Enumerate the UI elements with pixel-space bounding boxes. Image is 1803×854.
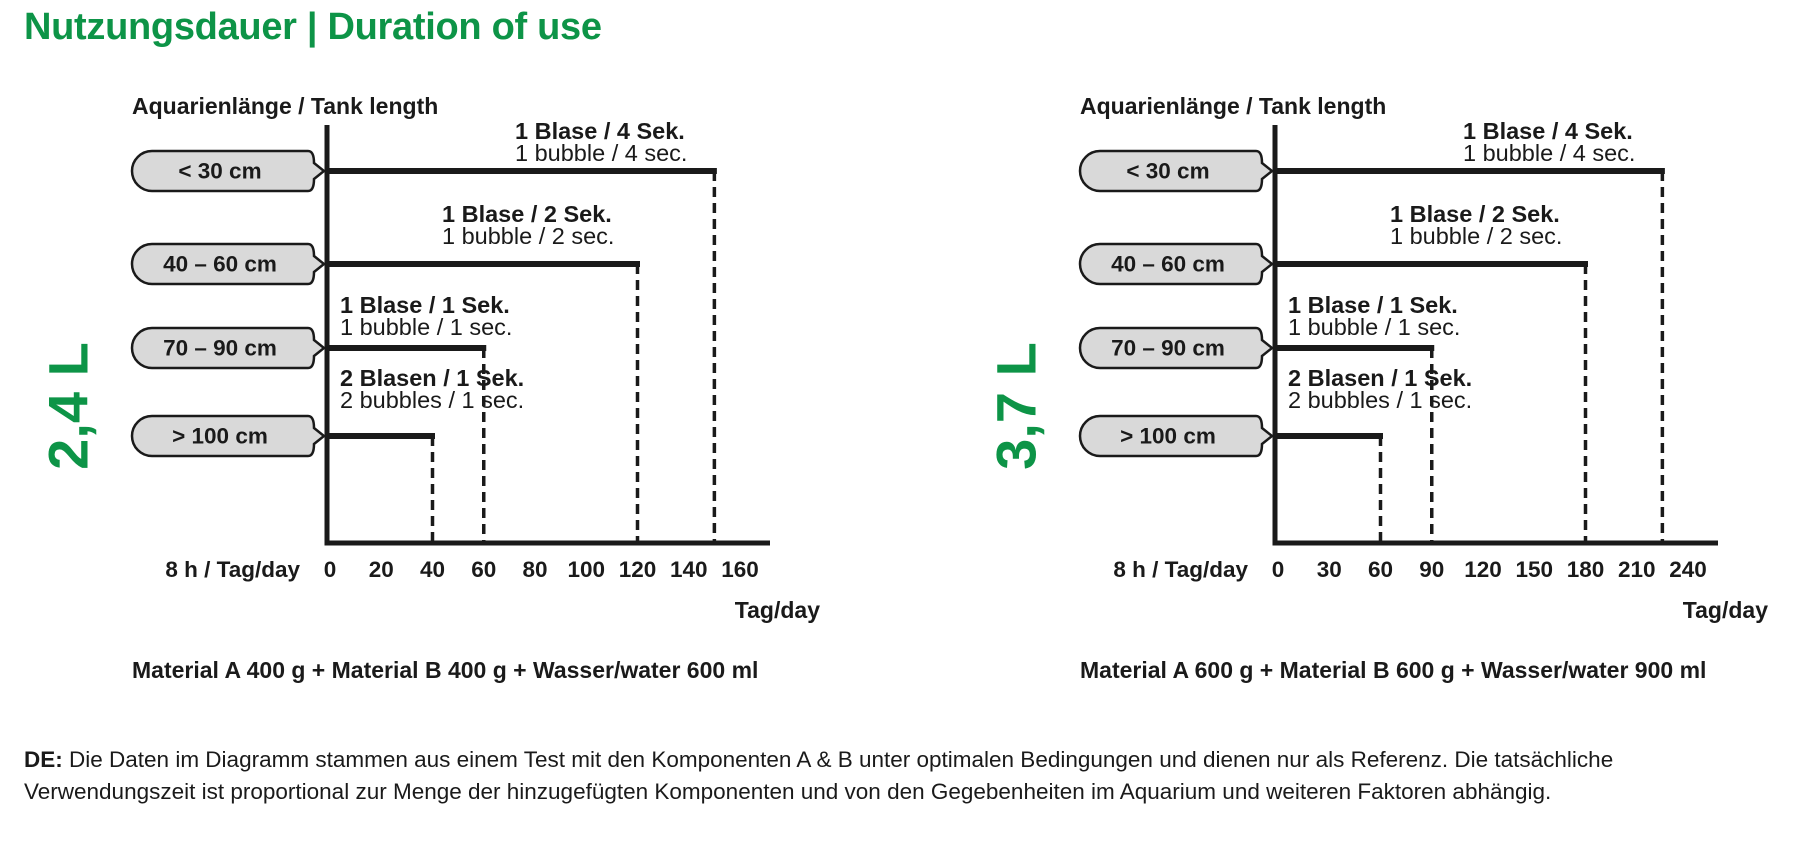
y-axis-title: Aquarienlänge / Tank length xyxy=(132,93,439,119)
x-axis-prefix: 8 h / Tag/day xyxy=(165,557,300,582)
bar-label-de: 1 Blase / 4 Sek. xyxy=(515,118,685,144)
material-caption: Material A 600 g + Material B 600 g + Wasser/water 900 ml xyxy=(1080,657,1707,683)
bar-label-de: 1 Blase / 4 Sek. xyxy=(1463,118,1633,144)
x-tick-label: 100 xyxy=(567,557,606,582)
footnote xyxy=(24,744,1764,808)
x-tick-label: 40 xyxy=(419,557,446,582)
x-tick-label: 0 xyxy=(1271,557,1285,582)
bar-label-en: 1 bubble / 2 sec. xyxy=(1390,223,1563,249)
x-tick-label: 210 xyxy=(1617,557,1656,582)
y-axis-title: Aquarienlänge / Tank length xyxy=(1080,93,1387,119)
x-tick-label: 0 xyxy=(323,557,337,582)
category-label: 70 – 90 cm xyxy=(163,335,277,361)
category-label: > 100 cm xyxy=(172,423,268,449)
bar-label-en: 1 bubble / 2 sec. xyxy=(442,223,615,249)
volume-label: 3,7 L xyxy=(984,342,1048,470)
bar-label-de: 1 Blase / 2 Sek. xyxy=(1390,201,1560,227)
bar-label-en: 1 bubble / 4 sec. xyxy=(1463,140,1636,166)
x-tick-label: 20 xyxy=(368,557,394,582)
x-tick-label: 120 xyxy=(618,557,657,582)
bar-label-en: 2 bubbles / 1 sec. xyxy=(1288,387,1473,413)
x-tick-label: 90 xyxy=(1419,557,1445,582)
bar-label-de: 2 Blasen / 1 Sek. xyxy=(1288,365,1473,391)
bar-label-de: 1 Blase / 1 Sek. xyxy=(1288,292,1458,318)
category-label: < 30 cm xyxy=(178,158,262,184)
page-title: Nutzungsdauer | Duration of use xyxy=(24,6,602,48)
category-label: 40 – 60 cm xyxy=(1111,251,1225,277)
bar-label-de: 1 Blase / 2 Sek. xyxy=(442,201,612,227)
bar-label-de: 2 Blasen / 1 Sek. xyxy=(340,365,525,391)
x-tick-label: 150 xyxy=(1515,557,1554,582)
chart-2-4-liter xyxy=(0,0,900,720)
x-axis-title: Tag/day xyxy=(734,597,820,623)
footnote-text: Die Daten im Diagramm stammen aus einem Test mit den Komponenten A & B unter optimalen Bedingungen und dienen nur als Referenz. Die tatsächliche Verwendungszeit ist proportional zur Menge der hinzugefügten Komponenten und von den Gegebenheiten im Aquarium und weiteren Faktoren abhängig. xyxy=(24,747,1614,804)
x-tick-label: 60 xyxy=(471,557,497,582)
x-tick-label: 240 xyxy=(1669,557,1707,582)
bar-label-en: 2 bubbles / 1 sec. xyxy=(340,387,525,413)
x-tick-label: 60 xyxy=(1367,557,1394,582)
x-axis-prefix: 8 h / Tag/day xyxy=(1113,557,1248,582)
bar-label-en: 1 bubble / 1 sec. xyxy=(1288,314,1461,340)
bar-label-de: 1 Blase / 1 Sek. xyxy=(340,292,510,318)
x-axis-title: Tag/day xyxy=(1682,597,1768,623)
footnote-language-tag: DE: xyxy=(24,747,63,772)
material-caption: Material A 400 g + Material B 400 g + Wasser/water 600 ml xyxy=(132,657,759,683)
x-tick-label: 140 xyxy=(669,557,708,582)
x-tick-label: 180 xyxy=(1566,557,1605,582)
bar-label-en: 1 bubble / 4 sec. xyxy=(515,140,688,166)
category-label: 40 – 60 cm xyxy=(163,251,277,277)
x-tick-label: 30 xyxy=(1316,557,1342,582)
x-tick-label: 160 xyxy=(721,557,759,582)
chart-3-7-liter xyxy=(948,0,1803,720)
category-label: < 30 cm xyxy=(1126,158,1210,184)
category-label: > 100 cm xyxy=(1120,423,1216,449)
bar-label-en: 1 bubble / 1 sec. xyxy=(340,314,513,340)
x-tick-label: 120 xyxy=(1464,557,1502,582)
volume-label: 2,4 L xyxy=(36,342,100,470)
x-tick-label: 80 xyxy=(522,557,548,582)
category-label: 70 – 90 cm xyxy=(1111,335,1225,361)
